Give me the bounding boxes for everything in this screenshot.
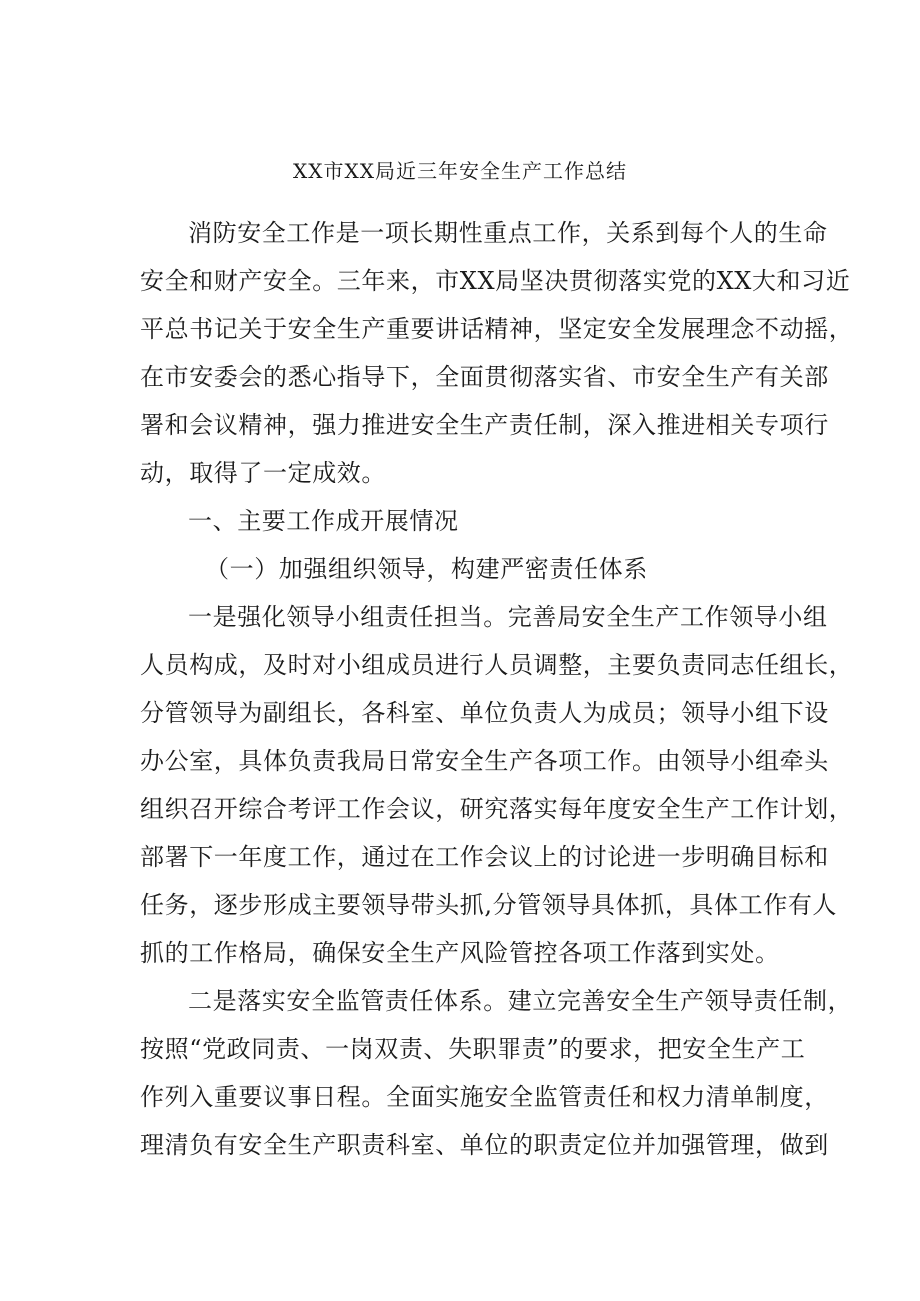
paragraph-line: 任务，逐步形成主要领导带头抓,分管领导具体抓，具体工作有人 bbox=[140, 891, 838, 919]
paragraph-line: 办公室，具体负责我局日常安全生产各项工作。由领导小组牵头 bbox=[140, 747, 829, 775]
paragraph-line: 分管领导为副组长，各科室、单位负责人为成员；领导小组下设 bbox=[140, 699, 829, 727]
paragraph-line: 安全和财产安全。三年来，市XX局坚决贯彻落实党的XX大和习近 bbox=[140, 267, 851, 295]
paragraph-line: 组织召开综合考评工作会议，研究落实每年度安全生产工作计划， bbox=[140, 795, 854, 823]
subsection-heading: （一）加强组织领导，构建严密责任体系 bbox=[205, 555, 648, 583]
paragraph-line: 动，取得了一定成效。 bbox=[140, 459, 386, 487]
paragraph-line: 平总书记关于安全生产重要讲话精神，坚定安全发展理念不动摇， bbox=[140, 315, 854, 343]
paragraph-line: 在市安委会的悉心指导下，全面贯彻落实省、市安全生产有关部 bbox=[140, 363, 829, 391]
paragraph-line: 一是强化领导小组责任担当。完善局安全生产工作领导小组 bbox=[188, 603, 828, 631]
paragraph-line: 二是落实安全监管责任体系。建立完善安全生产领导责任制， bbox=[188, 987, 853, 1015]
paragraph-line: 署和会议精神，强力推进安全生产责任制，深入推进相关专项行 bbox=[140, 411, 829, 439]
section-heading: 一、主要工作成开展情况 bbox=[188, 507, 459, 535]
paragraph-line: 作列入重要议事日程。全面实施安全监管责任和权力清单制度， bbox=[140, 1083, 829, 1111]
paragraph-line: 抓的工作格局，确保安全生产风险管控各项工作落到实处。 bbox=[140, 939, 780, 967]
document-title: XX市XX局近三年安全生产工作总结 bbox=[293, 159, 627, 183]
paragraph-line: 理清负有安全生产职责科室、单位的职责定位并加强管理，做到 bbox=[140, 1131, 829, 1159]
paragraph-line: 人员构成，及时对小组成员进行人员调整，主要负责同志任组长， bbox=[140, 651, 854, 679]
paragraph-line: 按照“党政同责、一岗双责、失职罪责”的要求，把安全生产工 bbox=[140, 1035, 806, 1063]
paragraph-line: 部署下一年度工作，通过在工作会议上的讨论进一步明确目标和 bbox=[140, 843, 829, 871]
paragraph-line: 消防安全工作是一项长期性重点工作，关系到每个人的生命 bbox=[188, 219, 828, 247]
